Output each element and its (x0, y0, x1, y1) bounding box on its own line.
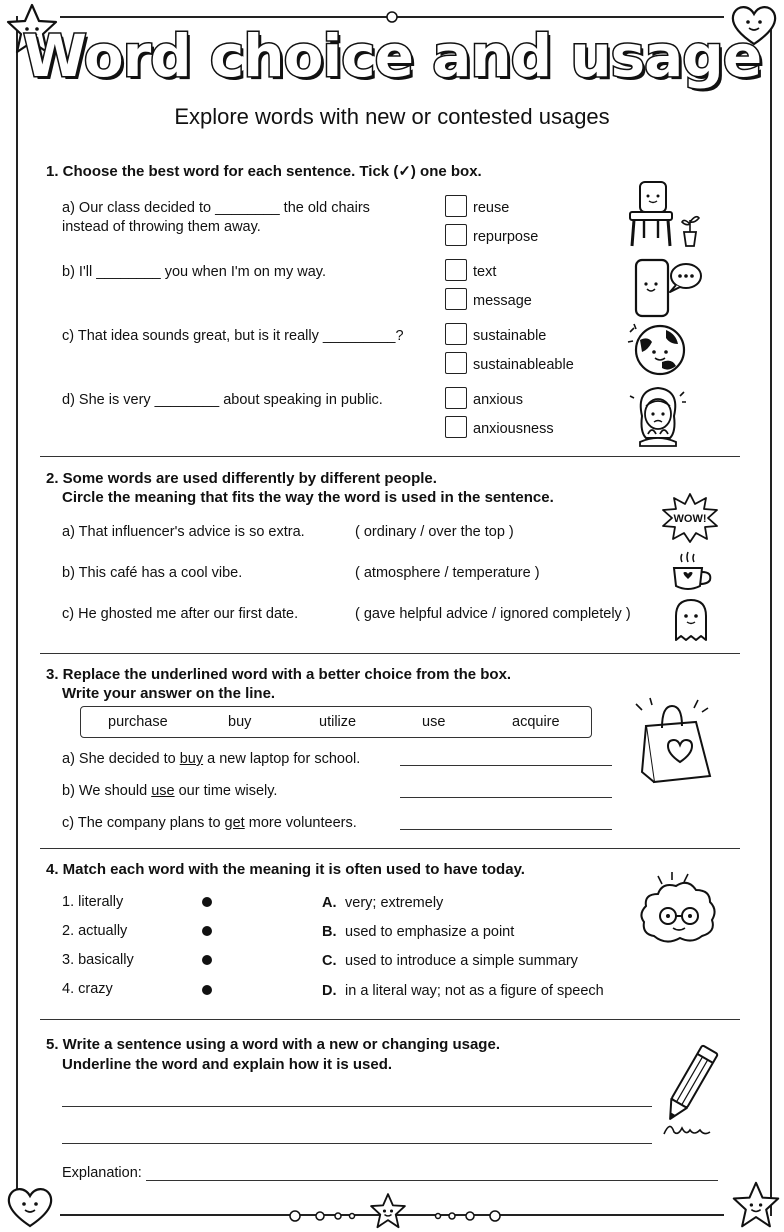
q2c-choices[interactable]: ( gave helpful advice / ignored completely ) (355, 606, 631, 622)
match-dot[interactable] (202, 955, 212, 965)
q1b-checkbox-1[interactable] (445, 259, 467, 281)
q1a-sentence-line2: instead of throwing them away. (62, 219, 261, 235)
match-dot[interactable] (202, 985, 212, 995)
ghost-icon (670, 596, 712, 644)
q4-heading: 4. Match each word with the meaning it is often used to have today. (46, 861, 525, 878)
anxious-girl-icon (622, 382, 694, 448)
word-bank-item: purchase (108, 714, 168, 730)
q1c-checkbox-1[interactable] (445, 323, 467, 345)
q1a-sentence-line1: a) Our class decided to ________ the old chairs (62, 200, 370, 216)
q2-heading-line1: 2. Some words are used differently by different people. (46, 470, 437, 487)
q1c-sentence: c) That idea sounds great, but is it really _________? (62, 328, 404, 344)
match-word: 3. basically (62, 952, 134, 968)
match-word: 4. crazy (62, 981, 113, 997)
section-divider (40, 1019, 740, 1020)
wow-burst-icon (660, 492, 720, 544)
page-title: Word choice and usage (22, 22, 762, 90)
q1d-checkbox-1[interactable] (445, 387, 467, 409)
q5-answer-line[interactable] (62, 1106, 652, 1107)
q1d-option-1: anxious (473, 392, 523, 408)
q1b-option-1: text (473, 264, 497, 280)
match-dot[interactable] (202, 926, 212, 936)
match-letter: A. (322, 895, 337, 911)
match-meaning[interactable]: very; extremely (345, 895, 444, 911)
word-bank-item: acquire (512, 714, 560, 730)
q1d-sentence: d) She is very ________ about speaking in public. (62, 392, 383, 408)
wow-text: WOW! (673, 513, 707, 525)
border-ornament-icon (280, 1206, 510, 1226)
match-word: 2. actually (62, 923, 128, 939)
match-word: 1. literally (62, 894, 124, 910)
q3-heading-line2: Write your answer on the line. (62, 685, 276, 702)
q2a-choices[interactable]: ( ordinary / over the top ) (355, 524, 514, 540)
q2b-choices[interactable]: ( atmosphere / temperature ) (355, 565, 540, 581)
q1c-option-1: sustainable (473, 328, 547, 344)
explanation-line[interactable] (146, 1180, 718, 1181)
q3c-answer-line[interactable] (400, 829, 612, 830)
underlined-word: get (224, 815, 245, 831)
q3-heading-line1: 3. Replace the underlined word with a better choice from the box. (46, 666, 512, 683)
q3b-sentence: b) We should use our time wisely. (62, 783, 278, 799)
pencil-icon (650, 1040, 726, 1140)
page-subtitle: Explore words with new or contested usages (174, 104, 610, 129)
brain-glasses-icon (636, 872, 722, 952)
shopping-bag-icon (632, 696, 718, 788)
q1b-option-2: message (473, 293, 532, 309)
section-divider (40, 848, 740, 849)
q5-heading-line2: Underline the word and explain how it is used. (62, 1056, 393, 1073)
q1a-checkbox-1[interactable] (445, 195, 467, 217)
q5-heading-line1: 5. Write a sentence using a word with a new or changing usage. (46, 1036, 500, 1053)
match-letter: C. (322, 953, 337, 969)
q1c-checkbox-2[interactable] (445, 352, 467, 374)
phone-chat-icon (632, 258, 704, 318)
section-divider (40, 653, 740, 654)
q1b-sentence: b) I'll ________ you when I'm on my way. (62, 264, 326, 280)
q3b-answer-line[interactable] (400, 797, 612, 798)
q5-answer-line[interactable] (62, 1143, 652, 1144)
word-bank-item: utilize (319, 714, 357, 730)
q1a-option-2: repurpose (473, 229, 539, 245)
q1a-option-1: reuse (473, 200, 510, 216)
match-dot[interactable] (202, 897, 212, 907)
q2c-sentence: c) He ghosted me after our first date. (62, 606, 299, 622)
q3c-sentence: c) The company plans to get more volunteers. (62, 815, 357, 831)
match-letter: B. (322, 924, 337, 940)
q1d-checkbox-2[interactable] (445, 416, 467, 438)
word-bank-item: use (422, 714, 446, 730)
match-meaning[interactable]: used to introduce a simple summary (345, 953, 578, 969)
match-meaning[interactable]: in a literal way; not as a figure of speech (345, 983, 604, 999)
q2a-sentence: a) That influencer's advice is so extra. (62, 524, 305, 540)
q1d-option-2: anxiousness (473, 421, 554, 437)
heart-icon (4, 1184, 56, 1230)
q1a-checkbox-2[interactable] (445, 224, 467, 246)
match-meaning[interactable]: used to emphasize a point (345, 924, 515, 940)
q3a-sentence: a) She decided to buy a new laptop for school. (62, 751, 361, 767)
match-letter: D. (322, 983, 337, 999)
q3a-answer-line[interactable] (400, 765, 612, 766)
underlined-word: use (151, 783, 175, 799)
word-bank-item: buy (228, 714, 252, 730)
coffee-cup-icon (668, 550, 716, 592)
chair-icon (622, 180, 704, 250)
q1b-checkbox-2[interactable] (445, 288, 467, 310)
explanation-label: Explanation: (62, 1165, 142, 1181)
q2b-sentence: b) This café has a cool vibe. (62, 565, 243, 581)
star-icon (730, 1180, 782, 1230)
q2-heading-line2: Circle the meaning that fits the way the word is used in the sentence. (62, 489, 554, 506)
earth-icon (626, 322, 692, 378)
q1-heading: 1. Choose the best word for each sentence. Tick (✓) one box. (46, 163, 482, 180)
q1c-option-2: sustainableable (473, 357, 574, 373)
underlined-word: buy (179, 751, 204, 767)
section-divider (40, 456, 740, 457)
